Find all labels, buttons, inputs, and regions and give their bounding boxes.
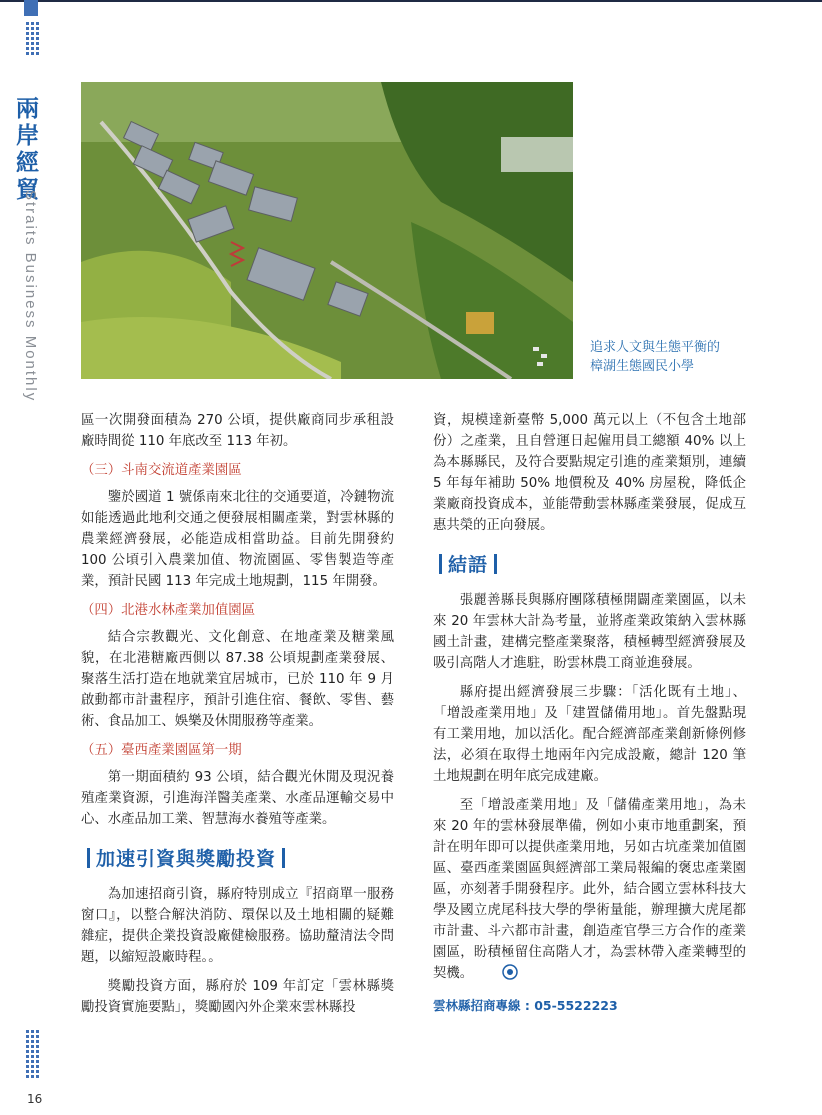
paragraph: 第一期面積約 93 公頃，結合觀光休閒及現況養殖產業資源，引進海洋醫美產業、水產品運輸交易中心、水產品加工業、智慧海水養殖等產業。 (81, 770, 394, 827)
photo-caption (590, 338, 810, 376)
top-rule (0, 0, 822, 2)
paragraph: 區一次開發面積為 270 公頃，提供廠商同步承租設廠時間從 110 年底改至 113 年初。 (81, 413, 394, 449)
end-mark-icon (475, 964, 518, 987)
paragraph (433, 795, 746, 987)
side-accent-bar (24, 0, 38, 16)
section-heading (433, 554, 746, 576)
caption-line-1: 追求人文與生態平衡的 (590, 340, 721, 355)
paragraph: 張麗善縣長與縣府團隊積極開闢產業園區，以未來 20 年雲林大計為考量，並將產業政策納入雲林縣國土計畫，建構完整產業聚落，積極轉型經濟發展及吸引高階人才進駐，盼雲林農工商並進發展。 (433, 593, 746, 671)
subheading: （五）臺西產業園區第一期 (81, 743, 242, 758)
bottom-dot-pattern (26, 1030, 39, 1078)
paragraph-text: 至「增設產業用地」及「儲備產業用地」，為未來 20 年的雲林發展準備，例如小東市地重劃案，預計在明年即可以提供產業用地，另如古坑產業加值園區、臺西產業園區與經濟部工業局報編的褒忠產業園區，亦刻著手開發程序。此外，結合國立雲林科技大學及國立虎尾科技大學的學術量能，辦理擴大虎尾都市計畫、斗六都市計畫，創造產官學三方合作的產業園區，盼積極留住高階人才，為雲林帶入產業轉型的契機。 (433, 798, 746, 981)
paragraph: 獎勵投資方面，縣府於 109 年訂定「雲林縣獎勵投資實施要點」，獎勵國內外企業來雲林縣投 (81, 979, 394, 1015)
paragraph: 結合宗教觀光、文化創意、在地產業及糖業風貌，在北港糖廠西側以 87.38 公頃規劃產業發展、聚落生活打造在地就業宜居城市，已於 110 年 9 月啟動都市計畫程序，預計引進住宿、餐飲、零售、藝術、食品加工、娛樂及休閒服務等產業。 (81, 630, 394, 729)
section-heading-text: 結語 (448, 554, 489, 576)
section-heading-text: 加速引資與獎勵投資 (96, 848, 277, 870)
right-column (433, 410, 746, 1016)
heading-bar-left (87, 848, 90, 868)
page-number: 16 (27, 1092, 43, 1106)
heading-bar-left (439, 554, 442, 574)
paragraph: 鑒於國道 1 號係南來北往的交通要道，冷鏈物流如能透過此地利交通之便發展相關產業，對雲林縣的農業經濟發展，必能造成相當助益。目前先開發約 100 公頃引入農業加值、物流園區、零售製造等產業，預計民國 113 年完成土地規劃，115 年開發。 (81, 490, 394, 589)
subheading: （三）斗南交流道產業園區 (81, 463, 242, 478)
heading-bar-right (494, 554, 497, 574)
subheading: （四）北港水林產業加值園區 (81, 603, 256, 618)
left-column (81, 410, 394, 1026)
top-dot-pattern (26, 22, 39, 55)
paragraph: 縣府提出經濟發展三步驟：「活化既有土地」、「增設產業用地」及「建置儲備用地」。首先盤點現有工業用地，加以活化。配合經濟部產業創新條例修法，必須在取得土地兩年內完成設廠，總計 120 筆土地規劃在明年底完成建廠。 (433, 685, 746, 784)
magazine-subtitle: Straits Business Monthly (22, 190, 39, 403)
investment-hotline: 雲林縣招商專線 : 05-5522223 (433, 998, 618, 1013)
caption-line-2: 樟湖生態國民小學 (590, 359, 695, 374)
heading-bar-right (282, 848, 285, 868)
paragraph: 資，規模達新臺幣 5,000 萬元以上（不包含土地部份）之產業，且自營運日起僱用員工總額 40% 以上為本縣縣民，及符合要點規定引進的產業類別，連續 5 年每年補助 50% 地價稅及 40% 房屋稅，降低企業廠商投資成本，並能帶動雲林縣產業發展，促成互惠共榮的正向發展。 (433, 413, 746, 533)
paragraph: 為加速招商引資，縣府特別成立『招商單一服務窗口』，以整合解決消防、環保以及土地相關的疑難雜症，提供企業投資設廠健檢服務。協助釐清法令問題，以縮短設廠時程。。 (81, 887, 394, 965)
aerial-photo (81, 82, 573, 379)
magazine-title: 兩岸經貿 (12, 96, 38, 204)
section-heading (81, 848, 394, 870)
